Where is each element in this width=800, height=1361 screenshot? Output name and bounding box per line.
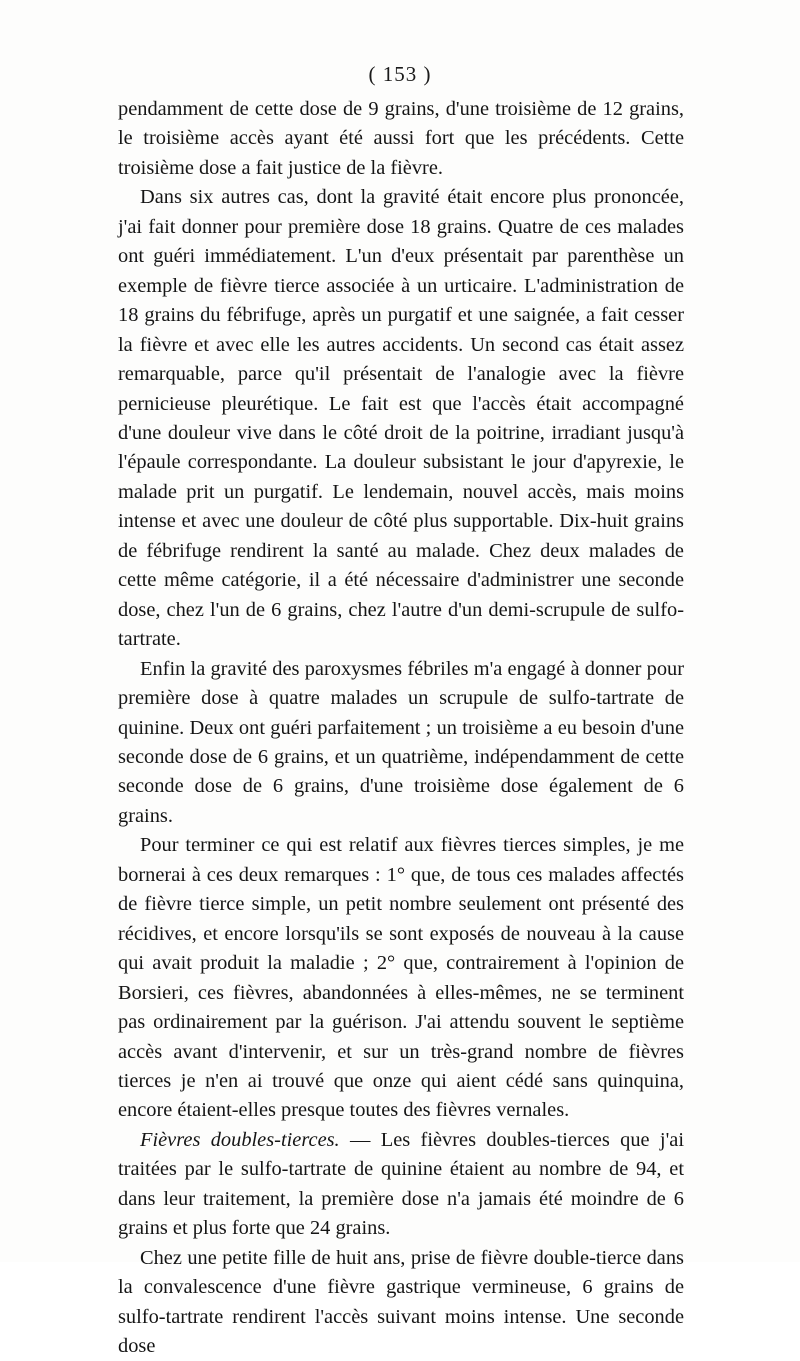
paragraph-4: Pour terminer ce qui est relatif aux fièvres tierces simples, je me bornerai à ces deux remarques : 1° que, de tous ces malades affectés de fièvre tierce simple, un petit nombre seulement ont présenté des récidives, et encore lorsqu'ils se sont exposés de nouveau à la cause qui avait produit la maladie ; 2° que, contrairement à l'opinion de Borsieri, ces fièvres, abandonnées à elles-mêmes, ne se terminent pas ordinairement par la guérison. J'ai attendu souvent le septième accès avant d'intervenir, et sur un très-grand nombre de fièvres tierces je n'en ai trouvé que onze qui aient cédé sans quinquina, encore étaient-elles presque toutes des fièvres vernales. <box>118 834 684 1122</box>
body-text <box>118 95 684 1361</box>
paragraph-2: Dans six autres cas, dont la gravité était encore plus prononcée, j'ai fait donner pour première dose 18 grains. Quatre de ces malades ont guéri immédiatement. L'un d'eux présentait par parenthèse un exemple de fièvre tierce associée à un urticaire. L'administration de 18 grains du fébrifuge, après un purgatif et une saignée, a fait cesser la fièvre et avec elle les autres accidents. Un second cas était assez remarquable, parce qu'il présentait de l'analogie avec la fièvre pernicieuse pleurétique. Le fait est que l'accès était accompagné d'une douleur vive dans le côté droit de la poitrine, irradiant jusqu'à l'épaule correspondante. La douleur subsistant le jour d'apyrexie, le malade prit un purgatif. Le lendemain, nouvel accès, mais moins intense et avec une douleur de côté plus supportable. Dix-huit grains de fébrifuge rendirent la santé au malade. Chez deux malades de cette même catégorie, il a été nécessaire d'administrer une seconde dose, chez l'un de 6 grains, chez l'autre d'un demi-scrupule de sulfo-tartrate. <box>118 186 684 651</box>
paragraph-1: pendamment de cette dose de 9 grains, d'une troisième de 12 grains, le troisième accès ayant été aussi fort que les précédents. Cette troisième dose a fait justice de la fièvre. <box>118 98 684 179</box>
paragraph-3: Enfin la gravité des paroxysmes fébriles m'a engagé à donner pour première dose à quatre malades un scrupule de sulfo-tartrate de quinine. Deux ont guéri parfaitement ; un troisième a eu besoin d'une seconde dose de 6 grains, et un quatrième, indépendamment de cette seconde dose de 6 grains, d'une troisième dose également de 6 grains. <box>118 657 684 827</box>
section-heading-fievres-doubles-tierces: Fièvres doubles-tierces. <box>140 1128 340 1151</box>
paragraph-6: Chez une petite fille de huit ans, prise de fièvre double-tierce dans la convalescence d'une fièvre gastrique vermineuse, 6 grains de sulfo-tartrate rendirent l'accès suivant moins intense. Une seconde dose <box>118 1246 684 1358</box>
paragraph-5 <box>118 1126 684 1244</box>
paragraph-5-text: — Les fièvres doubles-tierces que j'ai traitées par le sulfo-tartrate de quinine étaient au nombre de 94, et dans leur traitement, la première dose n'a jamais été moindre de 6 grains et plus forte que 24 grains. <box>118 1128 684 1240</box>
page-number: ( 153 ) <box>368 62 432 86</box>
